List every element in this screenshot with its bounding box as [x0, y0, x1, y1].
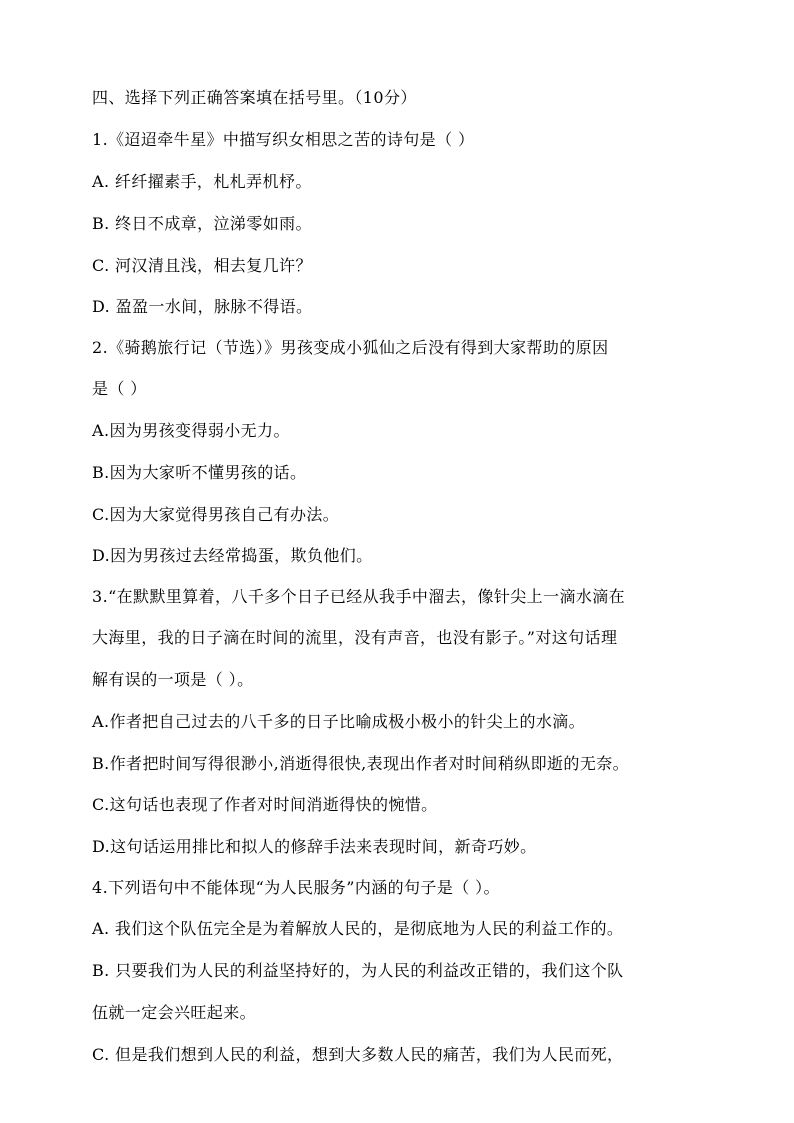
- question-1-option-a: A. 纤纤擢素手，札札弄机杼。: [92, 172, 312, 191]
- question-4-stem: 4.下列语句中不能体现“为人民服务”内涵的句子是（ ）。: [92, 878, 500, 897]
- section-heading: 四、选择下列正确答案填在括号里。（10分）: [92, 88, 417, 107]
- question-2-option-a: A.因为男孩变得弱小无力。: [92, 421, 290, 440]
- question-2-option-b: B.因为大家听不懂男孩的话。: [92, 463, 307, 482]
- question-2-stem-line-2: 是（ ）: [92, 379, 147, 398]
- question-1-option-d: D. 盈盈一水间，脉脉不得语。: [92, 297, 313, 316]
- question-3-option-b: B.作者把时间写得很渺小,消逝得很快,表现出作者对时间稍纵即逝的无奈。: [92, 754, 630, 773]
- question-3-stem-line-2: 大海里，我的日子滴在时间的流里，没有声音，也没有影子。”对这句话理: [92, 628, 618, 647]
- question-3-option-a: A.作者把自己过去的八千多的日子比喻成极小极小的针尖上的水滴。: [92, 712, 586, 731]
- question-2-option-c: C.因为大家觉得男孩自己有办法。: [92, 505, 340, 524]
- question-1-stem: 1.《迢迢牵牛星》中描写织女相思之苦的诗句是（ ）: [92, 130, 475, 149]
- question-2-stem-line-1: 2.《骑鹅旅行记（节选）》男孩变成小狐仙之后没有得到大家帮助的原因: [92, 338, 609, 357]
- question-2-option-d: D.因为男孩过去经常捣蛋，欺负他们。: [92, 546, 373, 565]
- question-3-stem-line-3: 解有误的一项是（ ）。: [92, 670, 254, 689]
- question-4-option-c: C. 但是我们想到人民的利益，想到大多数人民的痛苦，我们为人民而死，: [92, 1045, 624, 1064]
- question-4-option-a: A. 我们这个队伍完全是为着解放人民的，是彻底地为人民的利益工作的。: [92, 919, 624, 938]
- question-1-option-b: B. 终日不成章，泣涕零如雨。: [92, 214, 312, 233]
- question-3-option-d: D.这句话运用排比和拟人的修辞手法来表现时间，新奇巧妙。: [92, 837, 537, 856]
- question-3-stem-line-1: 3.“在默默里算着，八千多个日子已经从我手中溜去，像针尖上一滴水滴在: [92, 587, 626, 606]
- question-3-option-c: C.这句话也表现了作者对时间消逝得快的惋惜。: [92, 795, 438, 814]
- question-1-option-c: C. 河汉清且浅，相去复几许？: [92, 256, 312, 275]
- question-4-option-b-line-2: 伍就一定会兴旺起来。: [92, 1003, 257, 1022]
- question-4-option-b-line-1: B. 只要我们为人民的利益坚持好的，为人民的利益改正错的，我们这个队: [92, 961, 624, 980]
